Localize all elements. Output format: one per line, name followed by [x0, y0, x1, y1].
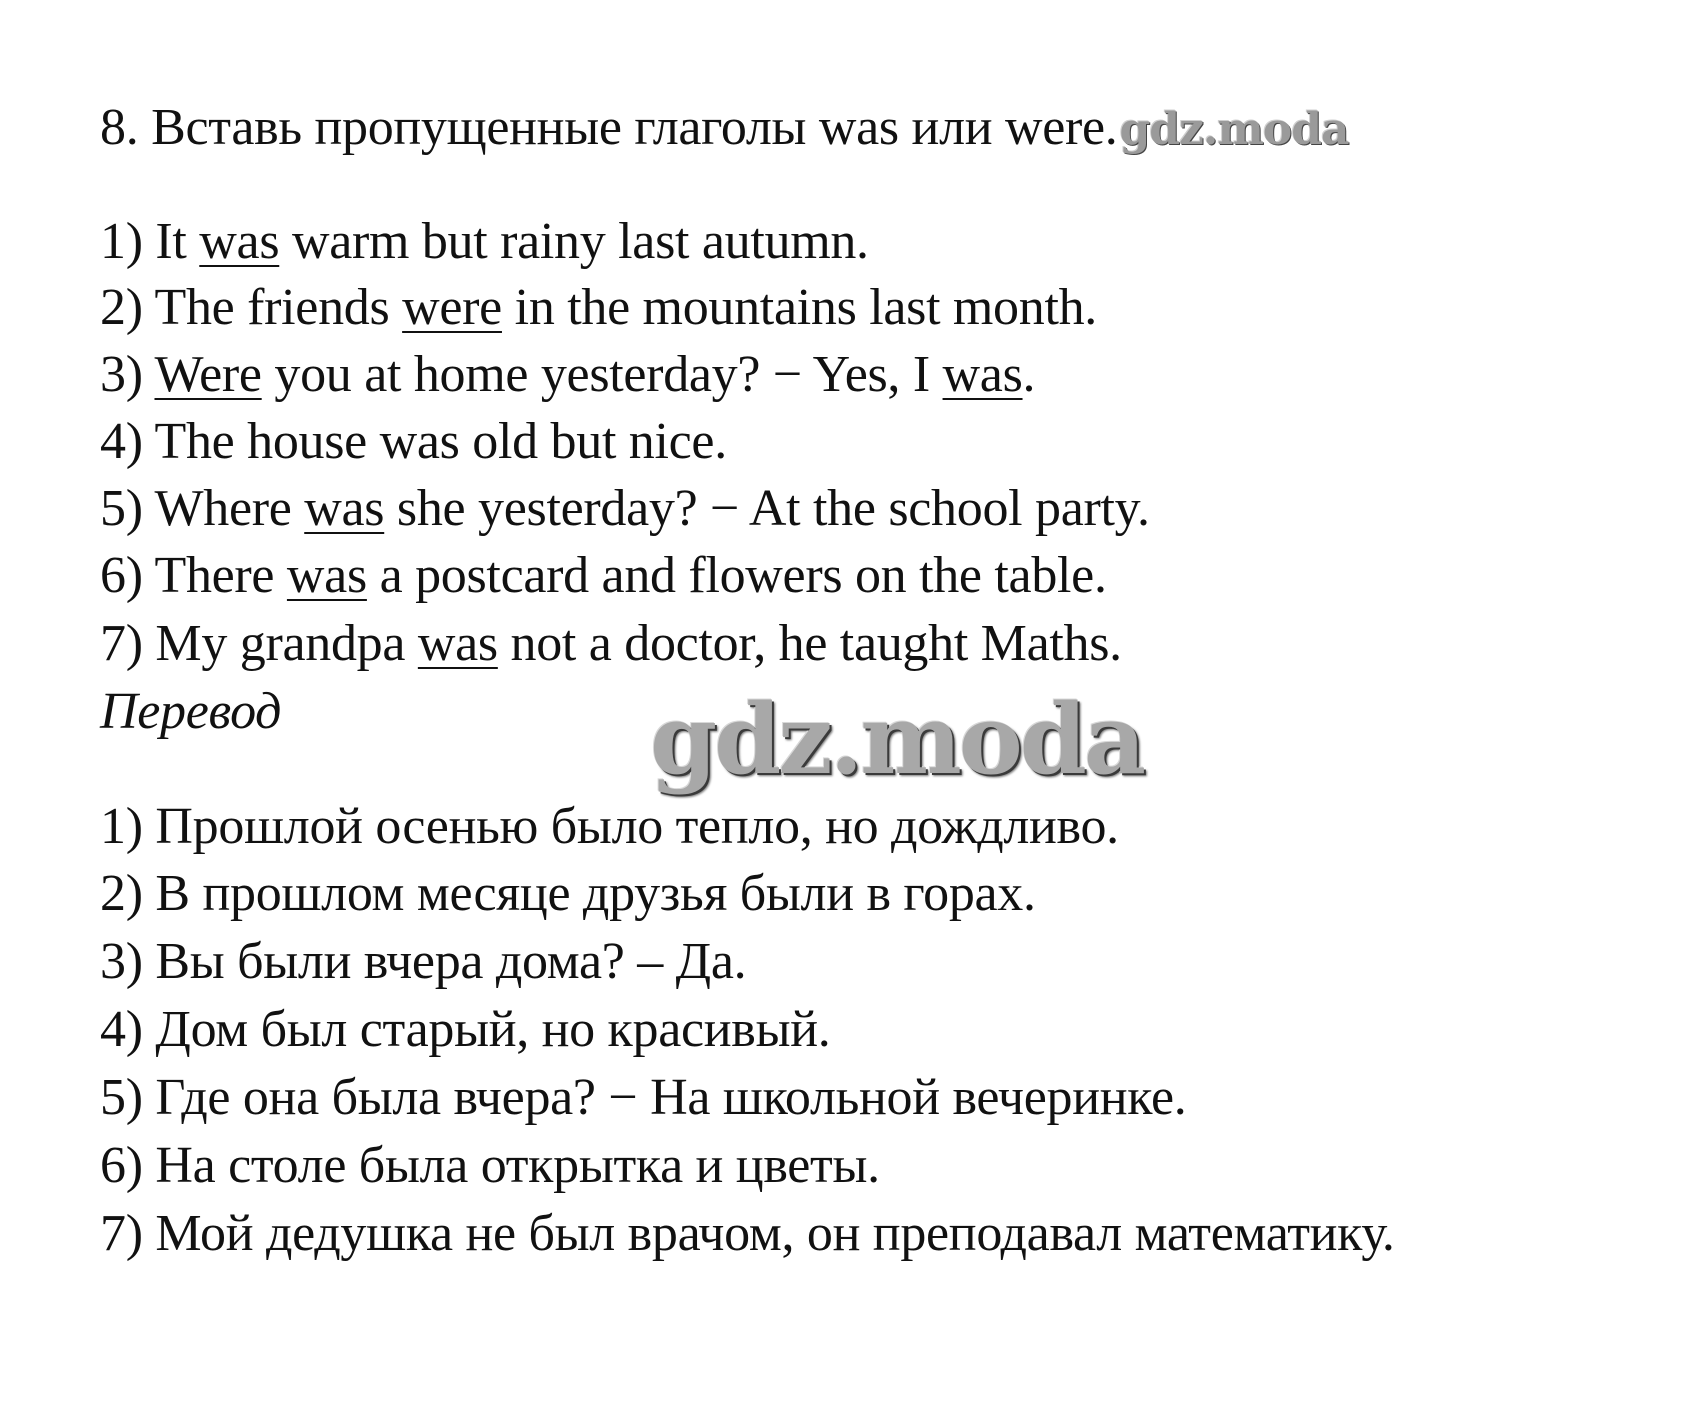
translation-heading: Перевод	[100, 683, 282, 740]
exercise-line-6: 6) There was a postcard and flowers on the table.	[100, 547, 1107, 604]
exercise-line-1: 1) It was warm but rainy last autumn.	[100, 213, 869, 270]
translation-line-6: 6) На столе была открытка и цветы.	[100, 1137, 880, 1194]
translation-line-3: 3) Вы были вчера дома? – Да.	[100, 933, 747, 990]
translation-line-7: 7) Мой дедушка не был врачом, он преподавал математику.	[100, 1205, 1395, 1262]
answer-underlined: was	[286, 547, 367, 604]
answer-underlined: was	[942, 346, 1023, 403]
watermark-small: gdz.moda	[1119, 104, 1349, 155]
exercise-line-4: 4) The house was old but nice.	[100, 413, 727, 470]
translation-line-1: 1) Прошлой осенью было тепло, но дождливо.	[100, 798, 1119, 855]
exercise-line-2: 2) The friends were in the mountains last month.	[100, 279, 1098, 336]
watermark-large: gdz.moda	[650, 683, 1144, 796]
exercise-line-3: 3) Were you at home yesterday? − Yes, I was.	[100, 346, 1036, 403]
answer-underlined: was	[199, 213, 280, 270]
answer-underlined: was	[304, 480, 385, 537]
task-title-text: 8. Вставь пропущенные глаголы was или were.	[100, 99, 1118, 156]
translation-line-5: 5) Где она была вчера? − На школьной вечеринке.	[100, 1069, 1187, 1126]
answer-underlined: was	[417, 615, 498, 672]
exercise-line-7: 7) My grandpa was not a doctor, he taught Maths.	[100, 615, 1122, 672]
task-title	[100, 98, 1349, 160]
translation-line-2: 2) В прошлом месяце друзья были в горах.	[100, 865, 1036, 922]
exercise-line-5: 5) Where was she yesterday? − At the school party.	[100, 480, 1150, 537]
answer-underlined: Were	[154, 346, 262, 403]
translation-line-4: 4) Дом был старый, но красивый.	[100, 1001, 831, 1058]
answer-underlined: were	[402, 279, 502, 336]
